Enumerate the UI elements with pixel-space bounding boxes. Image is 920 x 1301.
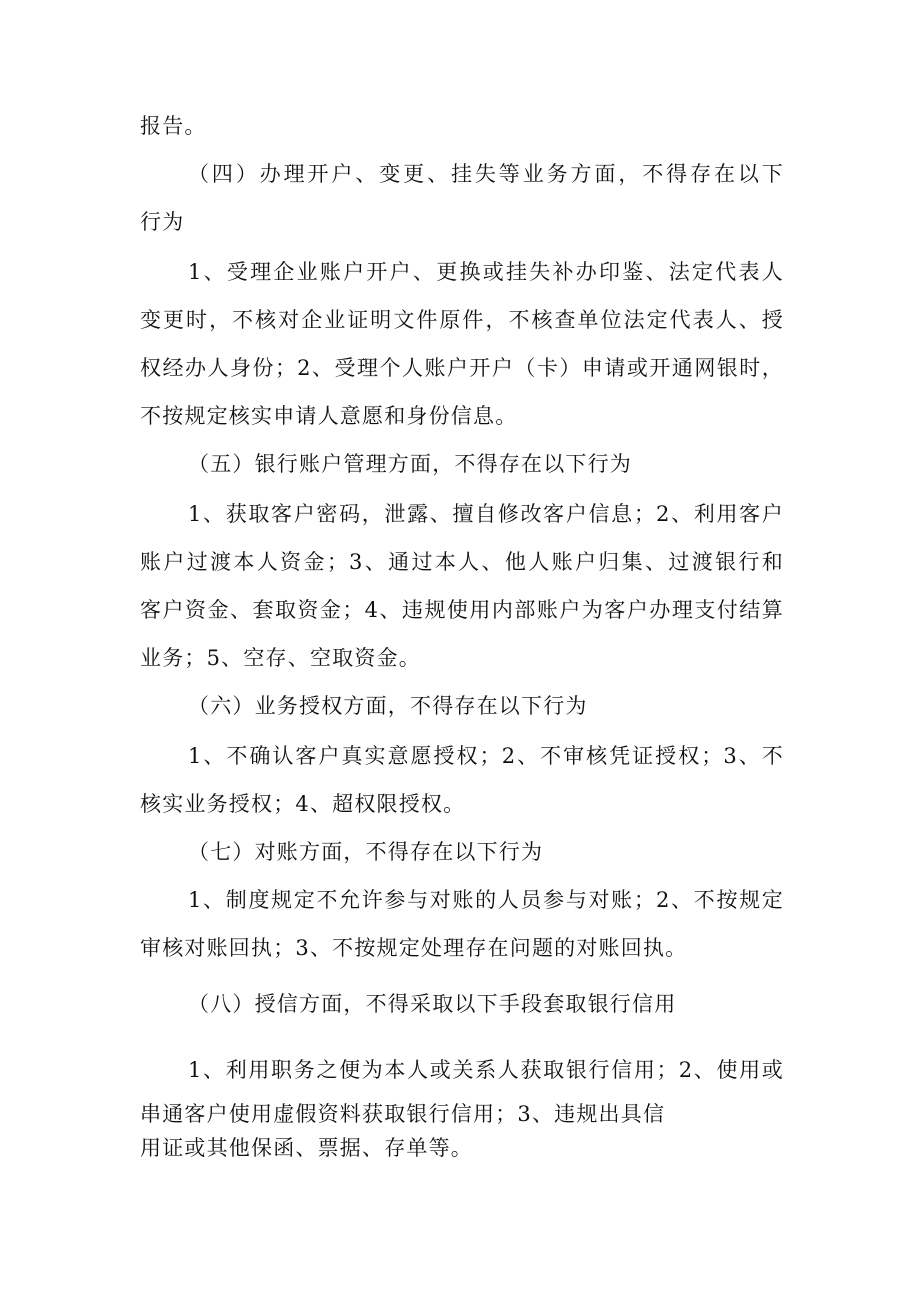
text-line: 1、制度规定不允许参与对账的人员参与对账；2、不按规定 [188, 888, 784, 912]
text-line: 1、不确认客户真实意愿授权；2、不审核凭证授权；3、不 [188, 744, 784, 768]
section-heading-4: （四）办理开户、变更、挂失等业务方面，不得存在以下 [188, 162, 784, 186]
section-heading-8: （八）授信方面，不得采取以下手段套取银行信用 [188, 992, 677, 1016]
text-line: 核实业务授权；4、超权限授权。 [140, 792, 466, 816]
text-line: 业务；5、空存、空取资金。 [140, 646, 421, 670]
text-line: 用证或其他保函、票据、存单等。 [140, 1136, 473, 1160]
text-line: 1、受理企业账户开户、更换或挂失补办印鉴、法定代表人 [188, 260, 784, 284]
text-line: 客户资金、套取资金；4、违规使用内部账户为客户办理支付结算 [140, 598, 784, 622]
text-line: 权经办人身份；2、受理个人账户开户（卡）申请或开通网银时， [140, 356, 784, 380]
text-line: 不按规定核实申请人意愿和身份信息。 [140, 404, 518, 428]
text-line: 1、获取客户密码，泄露、擅自修改客户信息；2、利用客户 [188, 502, 784, 526]
text-line: 审核对账回执；3、不按规定处理存在问题的对账回执。 [140, 936, 688, 960]
text-line: 账户过渡本人资金；3、通过本人、他人账户归集、过渡银行和 [140, 550, 784, 574]
text-line: 变更时，不核对企业证明文件原件，不核查单位法定代表人、授 [140, 308, 784, 332]
text-line: 行为 [140, 210, 185, 234]
text-line: 报告。 [140, 114, 207, 138]
text-line: 串通客户使用虚假资料获取银行信用；3、违规出具信 [140, 1102, 666, 1126]
section-heading-5: （五）银行账户管理方面，不得存在以下行为 [188, 452, 632, 476]
section-heading-6: （六）业务授权方面，不得存在以下行为 [188, 694, 588, 718]
section-heading-7: （七）对账方面，不得存在以下行为 [188, 840, 544, 864]
text-line: 1、利用职务之便为本人或关系人获取银行信用；2、使用或 [188, 1058, 784, 1082]
